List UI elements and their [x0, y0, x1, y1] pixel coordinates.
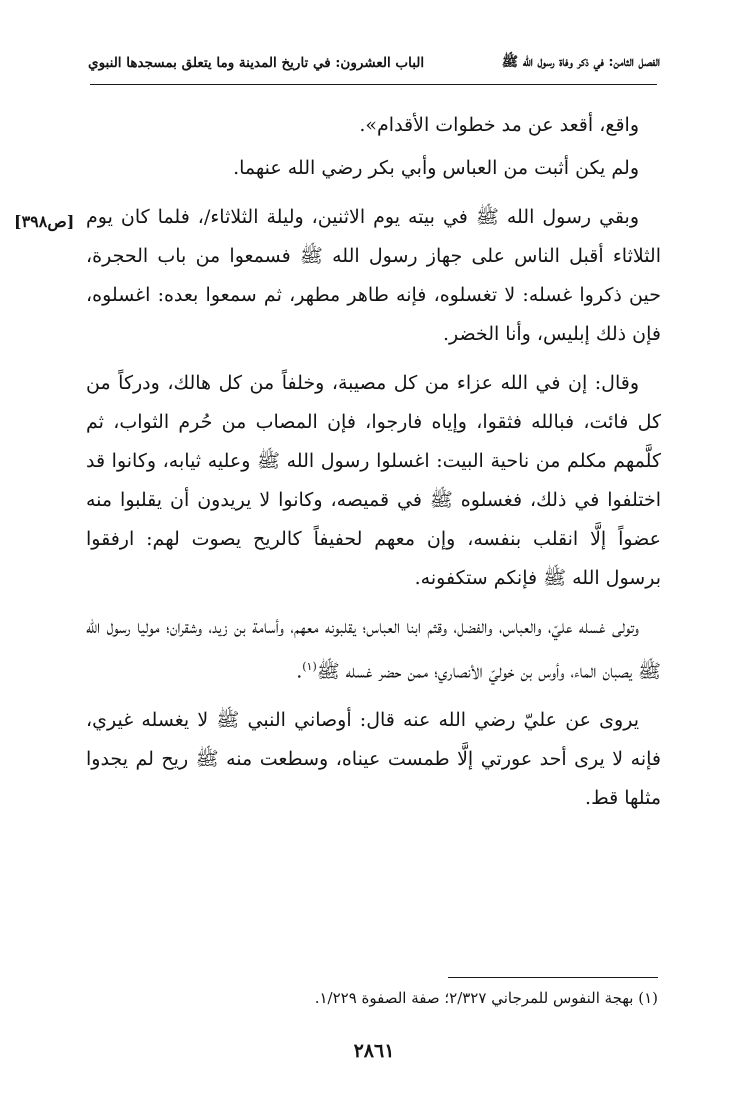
running-header	[88, 50, 660, 76]
paragraph-1: واقع، أقعد عن مد خطوات الأقدام».	[359, 114, 639, 136]
footnote-divider	[448, 977, 658, 978]
footnote-marker: (١)	[302, 660, 317, 673]
page-number: ٢٨٦١	[353, 1040, 395, 1062]
paragraph-5: وتولى غسله عليّ، والعباس، والفضل، وقثم ابنا العباس؛ يقلبونه معهم، وأسامة بن زيد، وشقران؛ موليا رسول الله ﷺ يصبان الماء، وأوس بن خوليّ الأنصاري؛ ممن حضر غسله ﷺ$^{(١)}$.	[86, 616, 661, 683]
paragraph-5-text: وتولى غسله عليّ، والعباس، والفضل، وقثم ابنا العباس؛ يقلبونه معهم، وأسامة بن زيد، وشقران؛ موليا رسول الله ﷺ يصبان الماء، وأوس بن خوليّ الأنصاري؛ ممن حضر غسله ﷺ	[86, 616, 661, 683]
header-section-title: الباب العشرون: في تاريخ المدينة وما يتعلق بمسجدها النبوي	[88, 55, 425, 71]
paragraph-3: وبقي رسول الله ﷺ في بيته يوم الاثنين، وليلة الثلاثاء/، فلما كان يوم الثلاثاء أقبل الناس على جهاز رسول الله ﷺ فسمعوا من باب الحجرة، حين ذكروا غسله: لا تغسلوه، فإنه طاهر مطهر، ثم سمعوا بعده: اغسلوه، فإن ذلك إبليس، وأنا الخضر.	[86, 206, 661, 345]
paragraph-4: وقال: إن في الله عزاء من كل مصيبة، وخلفاً من كل هالك، ودركاً من كل فائت، فبالله فثقوا، وإياه فارجوا، فإن المصاب من حُرم الثواب، ثم كلَّمهم مكلم من ناحية البيت: اغسلوا رسول الله ﷺ وعليه ثيابه، وكانوا قد اختلفوا في ذلك، فغسلوه ﷺ في قميصه، وكانوا لا يريدون أن يقلبوا منه عضواً إلَّا انقلب بنفسه، وإن معهم لحفيفاً كالريح يصوت لهم: ارفقوا برسول الله ﷺ فإنكم ستكفونه.	[86, 372, 661, 589]
footnote: (١) بهجة النفوس للمرجاني ٢/٣٢٧؛ صفة الصفوة ١/٢٢٩.	[314, 989, 658, 1007]
header-chapter-title: الفصل الثامن: في ذكر وفاة رسول الله ﷺ	[501, 54, 660, 70]
header-divider	[90, 84, 657, 85]
paragraph-6: يروى عن عليّ رضي الله عنه قال: أوصاني النبي ﷺ لا يغسله غيري، فإنه لا يرى أحد عورتي إلَّا طمست عيناه، وسطعت منه ﷺ ريح لم يجدوا مثلها قط.	[86, 709, 661, 810]
main-text	[86, 106, 661, 828]
margin-page-reference: [ص٣٩٨]	[14, 212, 75, 231]
paragraph-2: ولم يكن أثبت من العباس وأبي بكر رضي الله عنهما.	[233, 157, 639, 179]
